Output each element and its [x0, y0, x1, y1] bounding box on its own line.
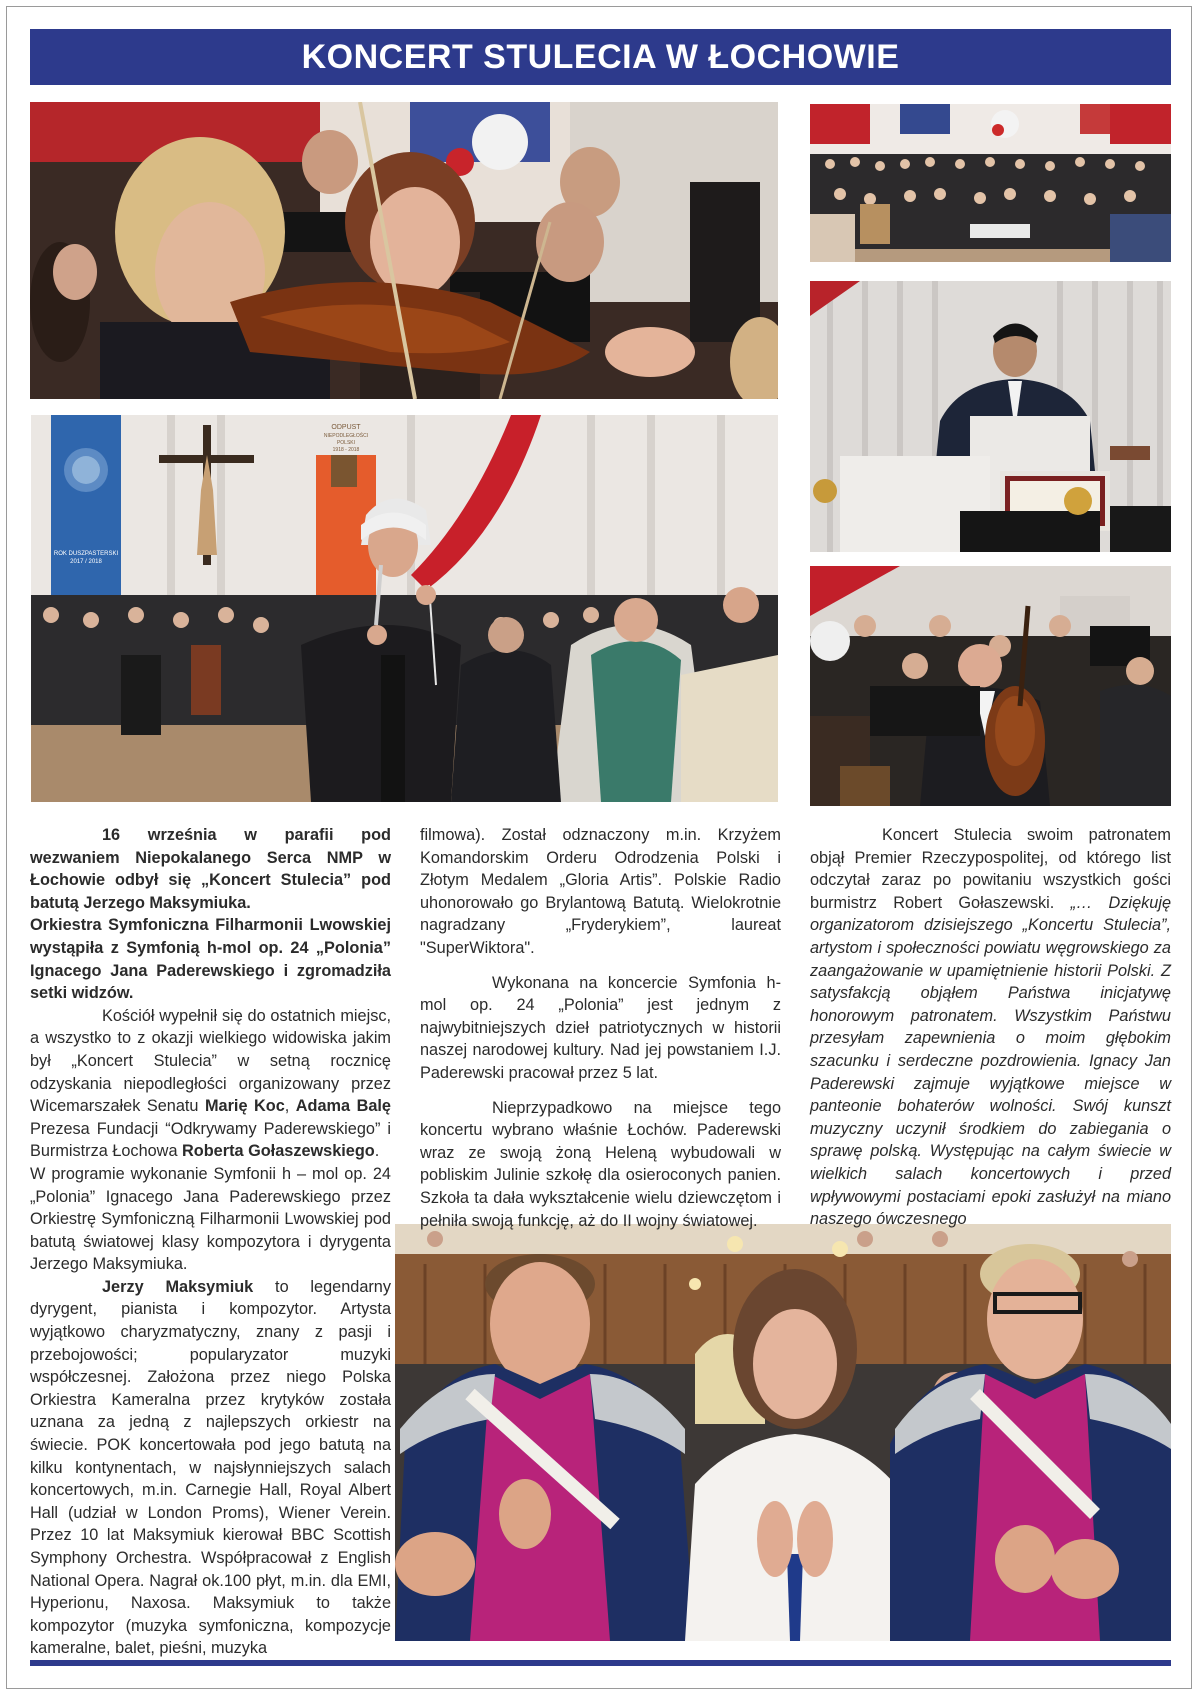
name-adam-bala: Adama Balę [295, 1097, 391, 1116]
banner-odpust-line2: NIEPODLEGŁOŚCI [323, 433, 369, 439]
quote-text: „… Dziękuję organizatorom dzisiejszego „Koncertu Stulecia”, artystom i społeczności powiatu węgrowskiego za zaangażowanie w upamiętnienie historii Polski. Z satysfakcją objąłem Państwa inicjatywę honorowym patronatem. Wszystkim Państwu przesyłam zapewnienia o moim głębokim szacunku i serdeczne pozdrowienia. Ignacy Jan Paderewski zajmuje wyjątkowe miejsce w panteonie bohaterów wolności. Swój kunszt muzyczny uczynił środkiem do zabiegania o sprawę polską. Występując na całym świecie w wielkich salach koncertowych i przed wpływowymi postaciami epoki zasłużył na miano naszego ówczesnego [810, 893, 1172, 1229]
orchestra-hall-photo [810, 104, 1171, 262]
cello-section-photo [810, 566, 1171, 806]
separator: , [284, 1097, 290, 1116]
lead-text: 16 września w parafii pod wezwaniem Niepokalanego Serca NMP w Łochowie odbył się „Koncert Stulecia” pod batutą Jerzego Maksymiuka. [30, 826, 391, 912]
name-maria-koc: Marię Koc [204, 1097, 285, 1116]
banner-odpust-line4: 1918 - 2018 [332, 447, 360, 453]
paragraph: W programie wykonanie Symfonii h – mol op. 24 „Polonia” Ignacego Jana Paderewskiego przez Orkiestrę Symfoniczną Filharmonii Lwowskiej pod batutą światowej klasy kompozytora i dyrygenta Jerzego Maksymiuka. [30, 1164, 391, 1274]
name-robert-golaszewski: Roberta Gołaszewskiego [182, 1142, 375, 1161]
article-column-2 [420, 824, 781, 1232]
uniformed-youth-photo [395, 1224, 1171, 1641]
paragraph: Nieprzypadkowo na miejsce tego koncertu wybrano właśnie Łochów. Paderewski wraz ze swoją żoną Heleną wybudowali w pobliskim Julinie szkołę dla osieroconych panien. Szkoła ta dała wykształcenie wielu dziewczętom i pełniła swoją funkcję, aż do II wojny światowej. [420, 1098, 781, 1230]
bottom-rule [30, 1660, 1171, 1666]
speaker-at-lectern-photo [810, 281, 1171, 552]
banner-rok-line2: 2017 / 2018 [70, 559, 102, 565]
article-column-1 [30, 824, 391, 1660]
separator: . [374, 1142, 380, 1161]
paragraph: Wykonana na koncercie Symfonia h-mol op. 24 „Polonia” jest jednym z najwybitniejszych dzieł patriotycznych w historii naszej narodowej kultury. Nad jej powstaniem I.J. Paderewski pracował przez 5 lat. [420, 973, 781, 1082]
article-column-3 [810, 824, 1171, 1231]
text-span: Koncert Stulecia swoim patronatem objął Premier Rzeczypospolitej, od którego list odczytał zaraz po powitaniu wszystkich gości burmistrz Robert Gołaszewski. [810, 826, 1171, 912]
name-jerzy-maksymiuk: Jerzy Maksymiuk [102, 1277, 254, 1296]
paragraph [810, 824, 1171, 1231]
lead-paragraph [30, 824, 391, 914]
text-span: Prezesa Fundacji “Odkrywamy Paderewskiego” i Burmistrza Łochowa [30, 1119, 391, 1161]
page-title: KONCERT STULECIA W ŁOCHOWIE [30, 29, 1171, 85]
paragraph [30, 1276, 391, 1660]
text-span: to legendarny dyrygent, pianista i kompozytor. Artysta wyjątkowo charyzmatyczny, znany z pasji i przebojowości; popularyzator muzyki współczesnej. Założona przez niego Polska Orkiestra Kameralna przez krytyków została uznana za jedną z najlepszych orkiestr na świecie. POK koncertowała pod jego batutą na kilku kontynentach, w najsłynniejszych salach koncertowych, m.in. Carnegie Hall, Royal Albert Hall (udział w London Proms), Wiener Verein. Przez 10 lat Maksymiuk kierował BBC Scottish Symphony Orchestra. Współpracował z English National Opera. Nagrał ok.100 płyt, m.in. dla EMI, Hyperionu, Naxosa. Maksymiuk to także kompozytor (muzyka symfoniczna, kompozycje kameralne, balet, pieśni, muzyka [30, 1277, 391, 1658]
violinists-photo [30, 102, 778, 399]
banner-rok-line1: ROK DUSZPASTERSKI [53, 551, 119, 557]
lead-paragraph-2: Orkiestra Symfoniczna Filharmonii Lwowskiej wystąpiła z Symfonią h-mol op. 24 „Polonia” Ignacego Jana Paderewskiego i zgromadziła setki widzów. [30, 916, 391, 1003]
paragraph [30, 1005, 391, 1163]
banner-odpust-line1: ODPUST [331, 424, 361, 431]
text-span: Kościół wypełnił się do ostatnich miejsc, a wszystko to z okazji wielkiego widowiska jakim był „Koncert Stulecia” w setną rocznicę odzyskania niepodległości organizowany przez Wicemarszałek Senatu [30, 1006, 391, 1116]
banner-odpust-line3: POLSKI [336, 440, 356, 446]
conductor-with-microphone-photo [31, 415, 778, 802]
paragraph: filmowa). Został odznaczony m.in. Krzyżem Komandorskim Orderu Odrodzenia Polski i Złotym Medalem „Gloria Artis”. Polskie Radio uhonorowało go Brylantową Batutą. Wielokrotnie nagradzany „Fryderykiem”, laureat "SuperWiktora". [420, 826, 781, 957]
